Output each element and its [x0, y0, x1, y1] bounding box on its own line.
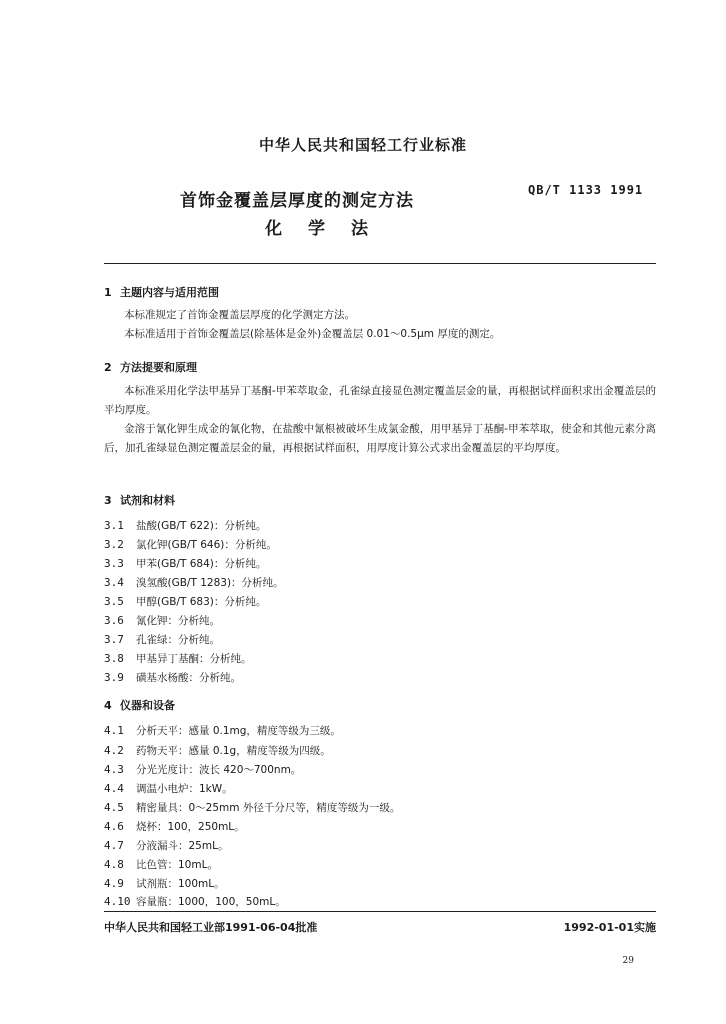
list-item: 3.7 孔雀绿：分析纯。	[104, 633, 220, 646]
list-item: 3.6 氰化钾：分析纯。	[104, 614, 220, 627]
subtitle-char: 学	[308, 219, 325, 239]
list-item: 3.1 盐酸(GB/T 622)：分析纯。	[104, 519, 267, 532]
list-item: 3.9 磺基水杨酸：分析纯。	[104, 671, 241, 684]
list-item: 3.2 氯化钾(GB/T 646)：分析纯。	[104, 538, 277, 551]
section-title: 试剂和材料	[120, 494, 175, 507]
section-1-heading	[104, 284, 219, 300]
list-item: 4.3 分光光度计：波长 420～700nm。	[104, 763, 302, 776]
section-1-paragraph: 本标准规定了首饰金覆盖层厚度的化学测定方法。	[124, 309, 355, 321]
page-number: 29	[622, 956, 634, 966]
header-divider	[104, 263, 656, 264]
implementation-date: 1992-01-01实施	[563, 921, 656, 934]
section-number: 4	[104, 699, 112, 712]
list-item: 3.5 甲醇(GB/T 683)：分析纯。	[104, 595, 267, 608]
list-item: 3.8 甲基异丁基酮：分析纯。	[104, 652, 252, 665]
section-number: 3	[104, 494, 112, 507]
footer-divider	[104, 911, 656, 912]
section-4-heading	[104, 697, 175, 713]
document-subtitle	[265, 214, 368, 239]
list-item: 4.1 分析天平：感量 0.1mg，精度等级为三级。	[104, 724, 341, 737]
list-item: 4.9 试剂瓶：100mL。	[104, 877, 225, 890]
section-title: 仪器和设备	[120, 699, 175, 712]
standard-number: QB/T 1133 1991	[528, 183, 644, 197]
section-1-paragraph: 本标准适用于首饰金覆盖层(除基体是金外)金覆盖层 0.01～0.5μm 厚度的测定。	[124, 328, 501, 340]
subtitle-char: 法	[351, 219, 368, 239]
section-number: 2	[104, 361, 112, 374]
section-number: 1	[104, 286, 112, 299]
list-item: 4.10 容量瓶：1000，100，50mL。	[104, 895, 286, 908]
list-item: 4.8 比色管：10mL。	[104, 858, 218, 871]
list-item: 4.2 药物天平：感量 0.1g，精度等级为四级。	[104, 744, 331, 757]
section-2-heading	[104, 359, 197, 375]
list-item: 3.3 甲苯(GB/T 684)：分析纯。	[104, 557, 267, 570]
approval-date: 中华人民共和国轻工业部1991-06-04批准	[104, 921, 318, 934]
section-title: 主题内容与适用范围	[120, 286, 219, 299]
section-2-paragraph: 本标准采用化学法甲基异丁基酮-甲苯萃取金，孔雀绿直接显色测定覆盖层金的量，再根据试样面积求出金覆盖层的平均厚度。	[104, 385, 656, 416]
section-title: 方法提要和原理	[120, 361, 197, 374]
section-2-paragraph: 金溶于氰化钾生成金的氰化物，在盐酸中氰根被破坏生成氯金酸，用甲基异丁基酮-甲苯萃取，使金和其他元素分离后，加孔雀绿显色测定覆盖层金的量，再根据试样面积，用厚度计算公式求出金覆盖层的平均厚度。	[104, 423, 656, 454]
subtitle-char: 化	[265, 219, 282, 239]
document-title: 首饰金覆盖层厚度的测定方法	[180, 191, 414, 211]
section-3-heading	[104, 492, 175, 508]
list-item: 4.7 分液漏斗：25mL。	[104, 839, 229, 852]
list-item: 4.5 精密量具：0～25mm 外径千分尺等，精度等级为一级。	[104, 801, 401, 814]
issuing-organization: 中华人民共和国轻工行业标准	[258, 136, 467, 154]
list-item: 3.4 溴氢酸(GB/T 1283)：分析纯。	[104, 576, 284, 589]
list-item: 4.4 调温小电炉：1kW。	[104, 782, 233, 795]
list-item: 4.6 烧杯：100，250mL。	[104, 820, 245, 833]
